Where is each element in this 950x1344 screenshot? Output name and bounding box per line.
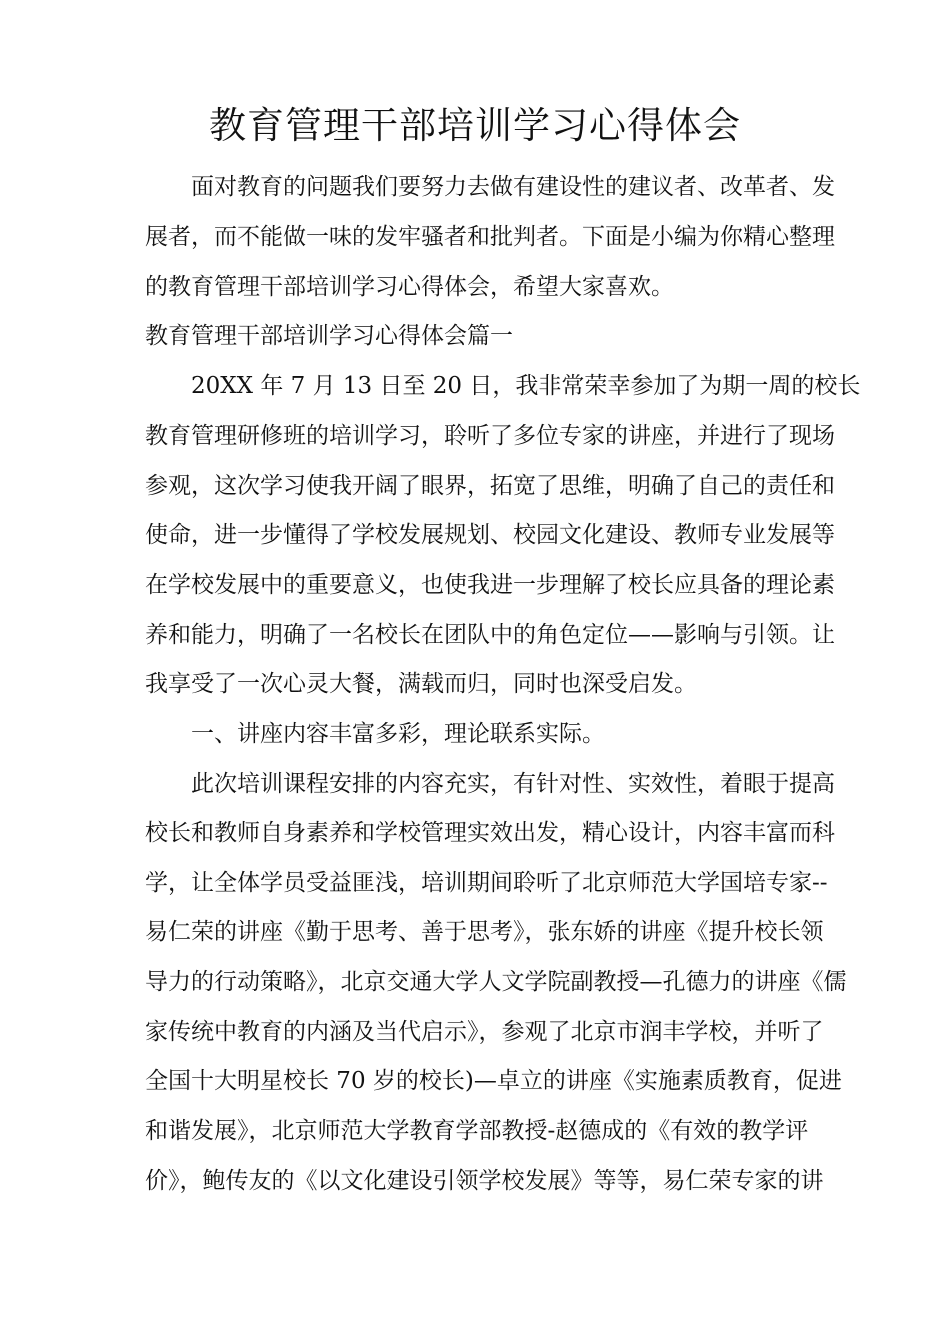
- paragraph-line: 教育管理研修班的培训学习，聆听了多位专家的讲座，并进行了现场: [145, 423, 835, 449]
- paragraph-line: 学，让全体学员受益匪浅，培训期间聆听了北京师范大学国培专家--: [145, 870, 828, 896]
- paragraph-line: 此次培训课程安排的内容充实，有针对性、实效性，着眼于提高: [191, 771, 835, 797]
- document-title: 教育管理干部培训学习心得体会: [209, 104, 741, 147]
- paragraph-line: 全国十大明星校长 70 岁的校长)—卓立的讲座《实施素质教育，促进: [145, 1068, 842, 1094]
- subsection-heading: 一、讲座内容丰富多彩，理论联系实际。: [191, 721, 605, 747]
- section-heading: 教育管理干部培训学习心得体会篇一: [145, 323, 513, 349]
- paragraph-line: 使命，进一步懂得了学校发展规划、校园文化建设、教师专业发展等: [145, 522, 835, 548]
- paragraph-line: 参观，这次学习使我开阔了眼界，拓宽了思维，明确了自己的责任和: [145, 473, 835, 499]
- paragraph-line: 的教育管理干部培训学习心得体会，希望大家喜欢。: [145, 274, 674, 300]
- paragraph-line: 价》，鲍传友的《以文化建设引领学校发展》等等，易仁荣专家的讲: [145, 1168, 824, 1194]
- paragraph-line: 和谐发展》，北京师范大学教育学部教授-赵德成的《有效的教学评: [145, 1118, 809, 1144]
- paragraph-line: 导力的行动策略》，北京交通大学人文学院副教授—孔德力的讲座《儒: [145, 969, 847, 995]
- paragraph-line: 在学校发展中的重要意义，也使我进一步理解了校长应具备的理论素: [145, 572, 835, 598]
- paragraph-line: 校长和教师自身素养和学校管理实效出发，精心设计，内容丰富而科: [145, 820, 835, 846]
- paragraph-line: 20XX 年 7 月 13 日至 20 日，我非常荣幸参加了为期一周的校长: [191, 373, 861, 399]
- paragraph-line: 面对教育的问题我们要努力去做有建设性的建议者、改革者、发: [191, 174, 835, 200]
- paragraph-line: 养和能力，明确了一名校长在团队中的角色定位——影响与引领。让: [145, 622, 835, 648]
- paragraph-line: 展者，而不能做一味的发牢骚者和批判者。下面是小编为你精心整理: [145, 224, 835, 250]
- paragraph-line: 易仁荣的讲座《勤于思考、善于思考》，张东娇的讲座《提升校长领: [145, 919, 824, 945]
- paragraph-line: 我享受了一次心灵大餐，满载而归，同时也深受启发。: [145, 671, 697, 697]
- paragraph-line: 家传统中教育的内涵及当代启示》，参观了北京市润丰学校，并听了: [145, 1019, 824, 1045]
